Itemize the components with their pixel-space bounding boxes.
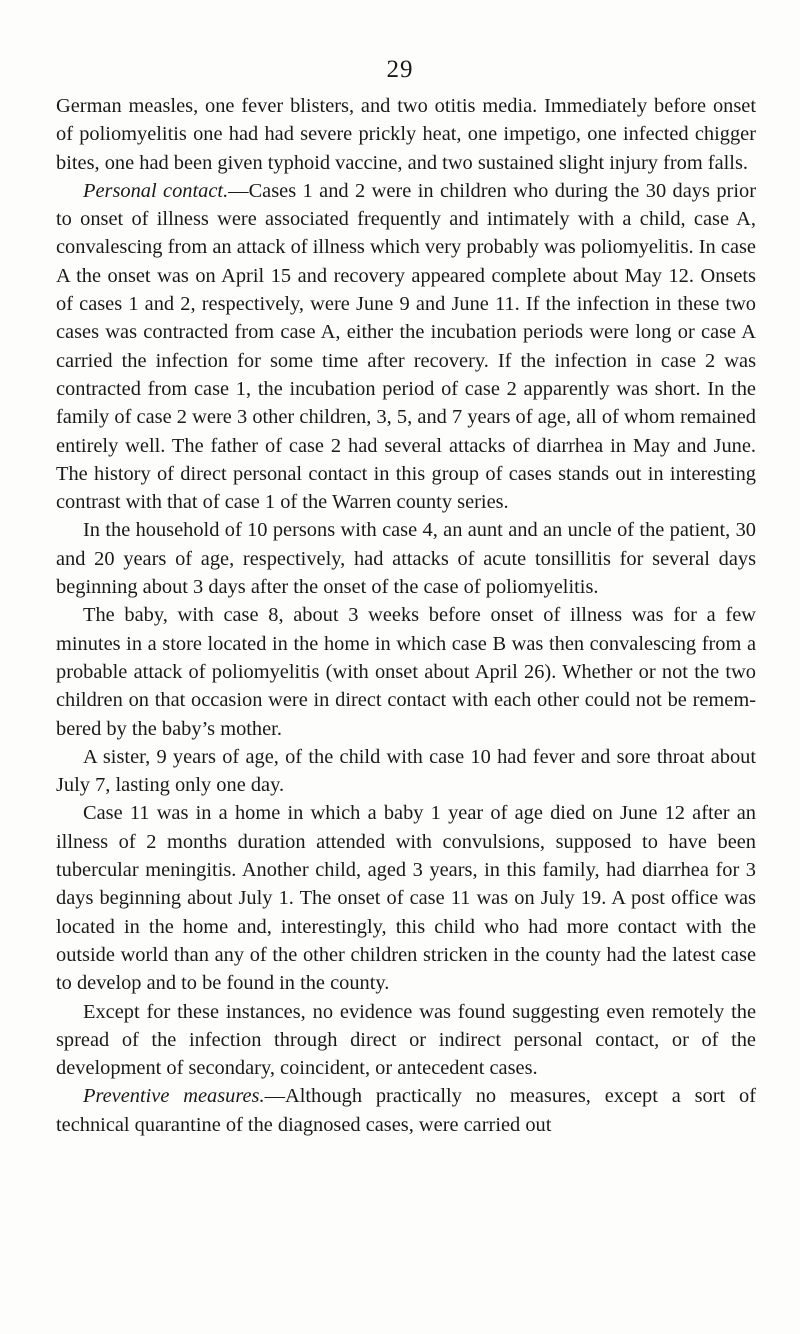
paragraph-8-text: —Although practically no measures, except a sort of technical quarantine of the diagnosed cases, were carried out bbox=[56, 1085, 757, 1136]
paragraph-3 bbox=[56, 516, 756, 601]
page-number: 29 bbox=[386, 56, 414, 83]
paragraph-2-text: —Cases 1 and 2 were in children who during the 30 days prior to onset of illness were associated frequently and intimately with a child, case A, convalescing from an attack of illness which very probably was poliomyelitis. In case A the onset was on April 15 and recovery appeared complete about May 12. Onsets of cases 1 and 2, respectively, were June 9 and June 11. If the infection in these two cases was contracted from case A, either the incubation periods were long or case A carried the infection for some time after recovery. If the infection in case 2 was contracted from case 1, the incubation period of case 2 apparently was short. In the family of case 2 were 3 other children, 3, 5, and 7 years of age, all of whom remained entirely well. The father of case 2 had several attacks of diarrhea in May and June. The history of direct personal contact in this group of cases stands out in interesting contrast with that of case 1 of the Warren county series. bbox=[56, 179, 756, 514]
paragraph-5 bbox=[56, 743, 756, 800]
paragraph-preventive-measures bbox=[56, 1082, 756, 1139]
paragraph-3-text: In the household of 10 persons with case 4, an aunt and an uncle of the patient, 30 and 20 years of age, respectively, had attacks of acute tonsillitis for several days beginning about 3 days after the onset of the case of poliomyelitis. bbox=[56, 519, 756, 599]
paragraph-1 bbox=[56, 92, 756, 177]
paragraph-1-text: German measles, one fever blisters, and two otitis media. Immediately before onset of poliomyelitis one had had severe prickly heat, one impetigo, one infected chigger bites, one had been given typhoid vaccine, and two sustained slight injury from falls. bbox=[56, 95, 756, 174]
paragraph-6 bbox=[56, 799, 756, 997]
paragraph-4-text: The baby, with case 8, about 3 weeks before onset of illness was for a few minutes in a store located in the home in which case B was then convalescing from a probable attack of poliomyelitis (with onset about April 26). Whether or not the two children on that occasion were in direct contact with each other could not be remembered by the baby’s mother. bbox=[56, 604, 756, 740]
section-heading-personal-contact: Personal contact. bbox=[83, 179, 229, 202]
section-heading-preventive-measures: Preventive measures. bbox=[83, 1085, 265, 1108]
paragraph-personal-contact bbox=[56, 177, 756, 517]
paragraph-7 bbox=[56, 998, 756, 1083]
paragraph-7-text: Except for these instances, no evidence was found suggesting even remotely the spread of the infection through direct or indirect personal contact, or of the development of secondary, coincident, or antecedent cases. bbox=[56, 1000, 756, 1080]
body-text bbox=[56, 92, 756, 1139]
paragraph-5-text: A sister, 9 years of age, of the child with case 10 had fever and sore throat about July 7, lasting only one day. bbox=[56, 745, 756, 797]
paragraph-4 bbox=[56, 601, 756, 742]
paragraph-6-text: Case 11 was in a home in which a baby 1 year of age died on June 12 after an illness of 2 months duration attended with convulsions, supposed to have been tubercular meningitis. Another child, aged 3 years, in this family, had diarrhea for 3 days beginning about July 1. The onset of case 11 was on July 19. A post office was located in the home and, interestingly, this child who had more contact with the outside world than any of the other children stricken in the county had the latest case to develop and to be found in the county. bbox=[56, 802, 756, 995]
